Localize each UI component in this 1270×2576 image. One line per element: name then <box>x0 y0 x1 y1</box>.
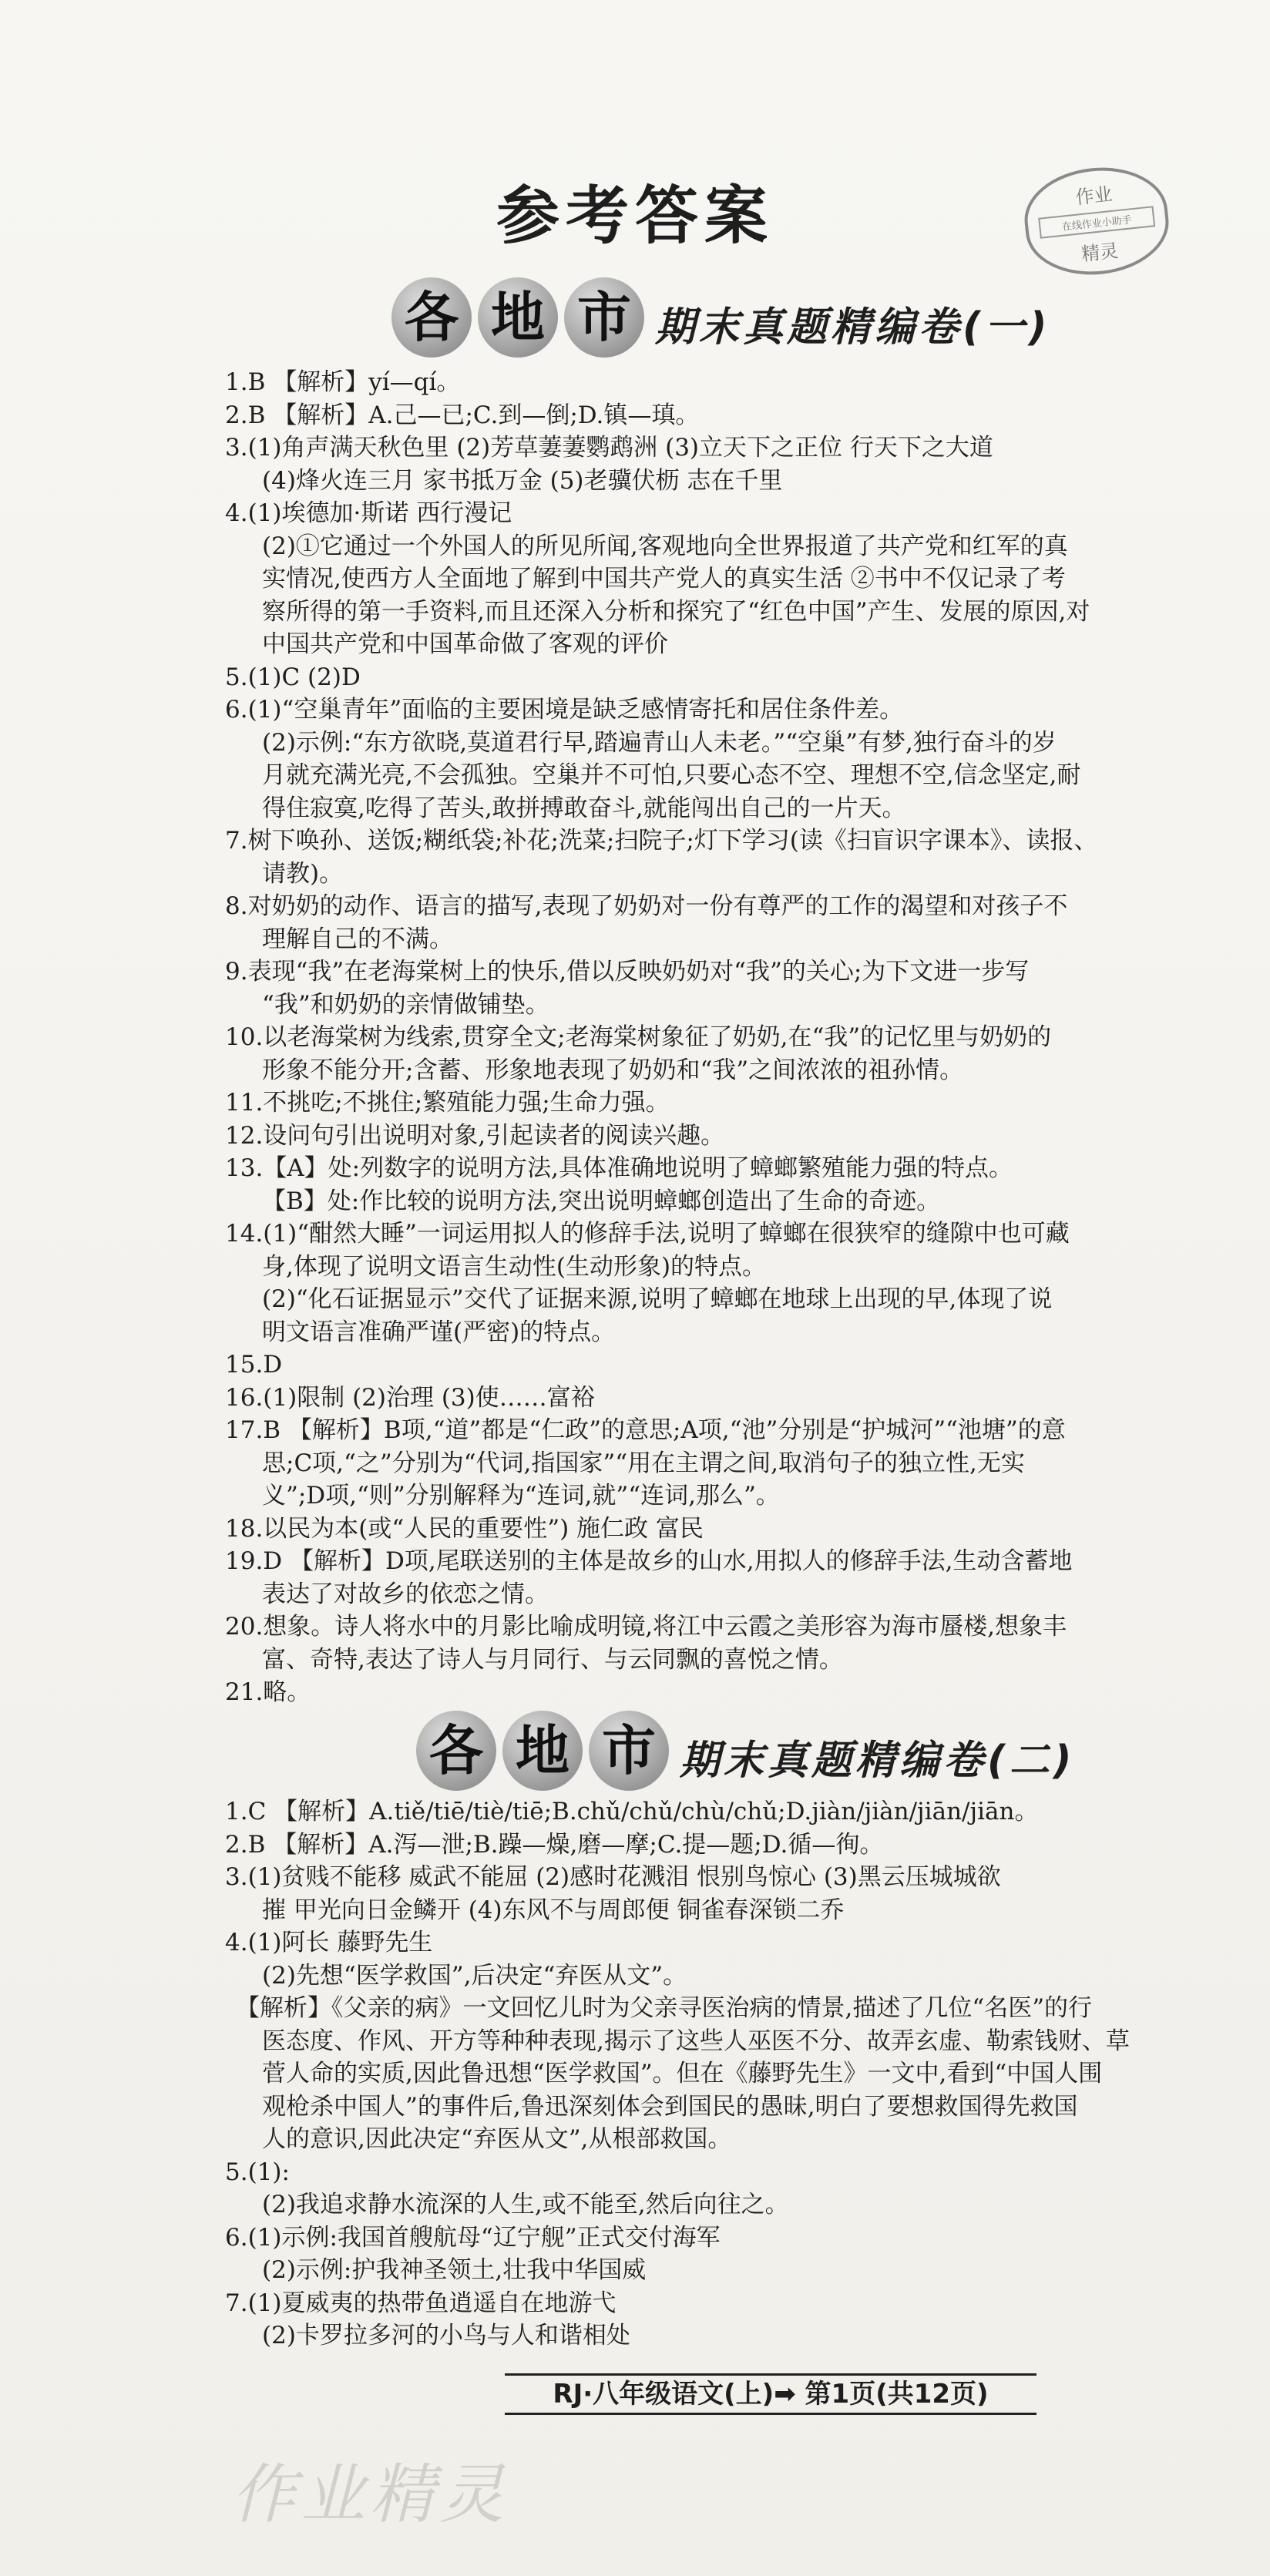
answer-line: 身,体现了说明文语言生动性(生动形象)的特点。 <box>262 1252 767 1281</box>
answer-line: (2)“化石证据显示”交代了证据来源,说明了蟑螂在地球上出现的早,体现了说 <box>262 1285 1053 1313</box>
header-bubble-2: 地 <box>478 277 558 358</box>
answer-line: 11.不挑吃;不挑住;繁殖能力强;生命力强。 <box>225 1089 670 1117</box>
section-2-subtitle: 期末真题精编卷(二) <box>680 1738 1076 1784</box>
answer-line: 5.(1)C (2)D <box>225 663 361 691</box>
section-1-subtitle: 期末真题精编卷(一) <box>655 304 1051 351</box>
answer-line: 得住寂寞,吃得了苦头,敢拼搏敢奋斗,就能闯出自己的一片天。 <box>262 794 906 822</box>
answer-line: 富、奇特,表达了诗人与月同行、与云同飘的喜悦之情。 <box>262 1645 843 1674</box>
answer-line: 21.略。 <box>225 1678 311 1706</box>
answer-line: 1.B 【解析】yí—qí。 <box>225 368 461 396</box>
answer-line: (4)烽火连三月 家书抵万金 (5)老骥伏枥 志在千里 <box>262 466 783 495</box>
section-2-answers <box>225 1795 1227 2353</box>
answer-line: 1.C 【解析】A.tiě/tiē/tiè/tiē;B.chǔ/chǔ/chù/chǔ;D.jiàn/jiàn/jiān/jiān。 <box>225 1798 1039 1825</box>
answer-line: (2)我追求静水流深的人生,或不能至,然后向往之。 <box>262 2191 789 2218</box>
answer-line: 20.想象。诗人将水中的月影比喻成明镜,将江中云霞之美形容为海市蜃楼,想象丰 <box>225 1613 1067 1641</box>
section-2-header <box>0 1711 1270 1795</box>
page-footer: RJ·八年级语文(上)➡ 第1页(共12页) <box>505 2373 1036 2415</box>
header-bubble-2: 地 <box>502 1711 583 1791</box>
answer-line: 9.表现“我”在老海棠树上的快乐,借以反映奶奶对“我”的关心;为下文进一步写 <box>225 958 1030 986</box>
answer-line: 10.以老海棠树为线索,贯穿全文;老海棠树象征了奶奶,在“我”的记忆里与奶奶的 <box>225 1023 1052 1051</box>
header-bubble-3: 市 <box>564 277 644 358</box>
seal-bottom-text: 精灵 <box>1080 240 1120 266</box>
answer-line: 义”;D项,“则”分别解释为“连词,就”“连词,那么”。 <box>262 1482 780 1510</box>
answer-line: 2.B 【解析】A.己—已;C.到—倒;D.镇—瑱。 <box>225 401 700 429</box>
answer-line: 4.(1)埃德加·斯诺 西行漫记 <box>225 499 512 527</box>
answer-line: 表达了对故乡的依恋之情。 <box>262 1580 549 1608</box>
answer-line: 察所得的第一手资料,而且还深入分析和探究了“红色中国”产生、发展的原因,对 <box>262 597 1090 626</box>
answer-line: (2)①它通过一个外国人的所见所闻,客观地向全世界报道了共产党和红军的真 <box>262 532 1068 560</box>
answer-line: (2)示例:“东方欲晓,莫道君行早,踏遍青山人未老。”“空巢”有梦,独行奋斗的岁 <box>262 728 1057 757</box>
answer-line: “我”和奶奶的亲情做铺垫。 <box>262 990 549 1019</box>
answer-line: 3.(1)角声满天秋色里 (2)芳草萋萋鹦鹉洲 (3)立天下之正位 行天下之大道 <box>225 434 993 462</box>
header-bubble-3: 市 <box>589 1711 669 1791</box>
answer-line: 【解析】《父亲的病》一文回忆儿时为父亲寻医治病的情景,描述了几位“名医”的行 <box>236 1994 1093 2022</box>
watermark: 作业精灵 <box>231 2457 509 2532</box>
answer-line: 医态度、作风、开方等种种表现,揭示了这些人巫医不分、故弄玄虚、勒索钱财、草 <box>262 2027 1130 2055</box>
answer-line: 中国共产党和中国革命做了客观的评价 <box>262 630 668 658</box>
header-bubble-1: 各 <box>391 277 472 358</box>
answer-line: 16.(1)限制 (2)治理 (3)使……富裕 <box>225 1383 595 1412</box>
answer-line: 7.树下唤孙、送饭;糊纸袋;补花;洗菜;扫院子;灯下学习(读《扫盲识字课本》、读报、 <box>225 827 1098 855</box>
answer-line: 理解自己的不满。 <box>262 925 453 953</box>
answer-line: 13.【A】处:列数字的说明方法,具体准确地说明了蟑螂繁殖能力强的特点。 <box>225 1154 1013 1182</box>
answer-line: 人的意识,因此决定“弃医从文”,从根部救国。 <box>262 2125 732 2153</box>
answer-line: 8.对奶奶的动作、语言的描写,表现了奶奶对一份有尊严的工作的渴望和对孩子不 <box>225 892 1068 920</box>
answer-line: 15.D <box>225 1351 283 1379</box>
answer-line: 2.B 【解析】A.泻—泄;B.躁—燥,磨—摩;C.提—题;D.循—徇。 <box>225 1830 884 1859</box>
answer-line: 4.(1)阿长 藤野先生 <box>225 1929 433 1956</box>
answer-line: 19.D 【解析】D项,尾联送别的主体是故乡的山水,用拟人的修辞手法,生动含蓄地 <box>225 1547 1073 1575</box>
section-1-answers <box>225 366 1227 1709</box>
answer-line: 12.设问句引出说明对象,引起读者的阅读兴趣。 <box>225 1121 725 1150</box>
header-bubble-1: 各 <box>416 1711 496 1791</box>
answer-line: 【B】处:作比较的说明方法,突出说明蟑螂创造出了生命的奇迹。 <box>262 1187 941 1215</box>
answer-line: 14.(1)“酣然大睡”一词运用拟人的修辞手法,说明了蟑螂在很狭窄的缝隙中也可藏 <box>225 1220 1070 1248</box>
answer-line: (2)先想“医学救国”,后决定“弃医从文”。 <box>262 1961 687 1990</box>
seal-mid-text: 在线作业小助手 <box>1038 206 1155 239</box>
answer-line: 18.以民为本(或“人民的重要性”) 施仁政 富民 <box>225 1514 704 1543</box>
answer-line: 菅人命的实质,因此鲁迅想“医学救国”。但在《藤野先生》一文中,看到“中国人围 <box>262 2060 1103 2087</box>
answer-line: 7.(1)夏威夷的热带鱼逍遥自在地游弋 <box>225 2289 617 2317</box>
section-1-header <box>0 277 1270 362</box>
answer-line: 3.(1)贫贱不能移 威武不能屈 (2)感时花溅泪 恨别鸟惊心 (3)黑云压城城欲 <box>225 1863 1001 1891</box>
answer-line: 请教)。 <box>262 859 344 888</box>
answer-line: (2)示例:护我神圣领土,壮我中华国威 <box>262 2256 647 2284</box>
answer-line: 6.(1)“空巢青年”面临的主要困境是缺乏感情寄托和居住条件差。 <box>225 696 904 724</box>
answer-line: 6.(1)示例:我国首艘航母“辽宁舰”正式交付海军 <box>225 2223 721 2252</box>
answer-line: 月就充满光亮,不会孤独。空巢并不可怕,只要心态不空、理想不空,信念坚定,耐 <box>262 761 1081 789</box>
answer-line: 摧 甲光向日金鳞开 (4)东风不与周郎便 铜雀春深锁二乔 <box>262 1896 845 1924</box>
answer-line: 形象不能分开;含蓄、形象地表现了奶奶和“我”之间浓浓的祖孙情。 <box>262 1056 964 1084</box>
page-title: 参考答案 <box>496 180 774 253</box>
answer-line: 明文语言准确严谨(严密)的特点。 <box>262 1318 616 1346</box>
answer-line: 5.(1): <box>225 2158 290 2186</box>
answer-line: (2)卡罗拉多河的小鸟与人和谐相处 <box>262 2322 630 2349</box>
seal-top-text: 作业 <box>1074 183 1114 209</box>
answer-line: 实情况,使西方人全面地了解到中国共产党人的真实生活 ②书中不仅记录了考 <box>262 565 1066 593</box>
answer-line: 思;C项,“之”分别为“代词,指国家”“用在主谓之间,取消句子的独立性,无实 <box>262 1449 1025 1477</box>
answer-line: 17.B 【解析】B项,“道”都是“仁政”的意思;A项,“池”分别是“护城河”“池塘”的意 <box>225 1416 1066 1444</box>
answer-line: 观枪杀中国人”的事件后,鲁迅深刻体会到国民的愚昧,明白了要想救国得先救国 <box>262 2092 1078 2121</box>
